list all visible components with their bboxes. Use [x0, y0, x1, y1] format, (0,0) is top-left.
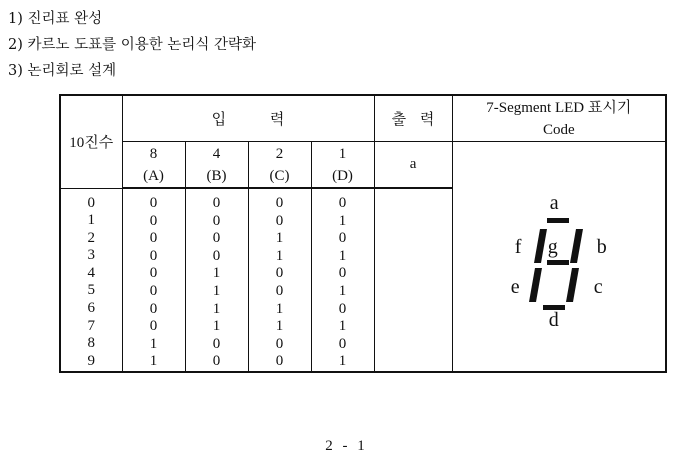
weight-2: 2 [275, 145, 284, 162]
cell: 0 [275, 212, 284, 229]
cell: 0 [338, 230, 347, 247]
cell: 0 [275, 265, 284, 282]
var-d: (D) [332, 167, 353, 184]
input-a-header [122, 142, 185, 189]
cell: 0 [275, 353, 284, 370]
cell: 1 [275, 247, 284, 264]
input-d-header [311, 142, 374, 189]
cell: 1 [275, 230, 284, 247]
cell: 1 [212, 265, 221, 282]
input-d-column [311, 188, 374, 372]
segment-b [570, 229, 583, 263]
cell: 0 [149, 282, 158, 299]
cell: 0 [275, 282, 284, 299]
input-header: 입 력 [122, 95, 374, 142]
cell: 1 [149, 335, 158, 352]
cell: 1 [338, 212, 347, 229]
cell: 5 [87, 282, 95, 299]
cell: 6 [87, 300, 95, 317]
cell: 0 [149, 212, 158, 229]
segment-e [529, 268, 542, 302]
cell: 0 [275, 195, 284, 211]
seven-segment-diagram [459, 176, 659, 336]
cell: 0 [149, 195, 158, 211]
display-header [452, 95, 666, 142]
cell: 0 [212, 247, 221, 264]
cell: 0 [149, 300, 158, 317]
cell: 0 [212, 212, 221, 229]
cell: 0 [338, 265, 347, 282]
cell: 7 [87, 317, 95, 334]
weight-4: 4 [212, 145, 221, 162]
truth-table [59, 94, 667, 373]
output-header: 출 력 [374, 95, 452, 142]
display-header-title: 7-Segment LED 표시기 [486, 99, 632, 116]
segment-label-g: g [547, 236, 558, 259]
output-a-header: a [374, 142, 452, 189]
step-3: 3) 논리회로 설계 [8, 63, 117, 79]
cell: 4 [87, 264, 95, 281]
cell: 0 [212, 230, 221, 247]
var-a: (A) [143, 167, 164, 184]
cell: 1 [338, 353, 347, 370]
cell: 0 [149, 247, 158, 264]
cell: 0 [338, 335, 347, 352]
cell: 1 [338, 247, 347, 264]
input-c-header [248, 142, 311, 189]
cell: 0 [149, 265, 158, 282]
segment-g [547, 260, 569, 265]
cell: 1 [212, 300, 221, 317]
cell: 0 [275, 335, 284, 352]
segment-display-cell [452, 142, 666, 372]
display-header-code: Code [542, 121, 575, 138]
var-b: (B) [206, 167, 227, 184]
cell: 0 [149, 230, 158, 247]
output-a-column [374, 188, 452, 372]
cell: 1 [275, 300, 284, 317]
cell: 0 [212, 195, 221, 211]
step-2: 2) 카르노 도표를 이용한 논리식 간략화 [8, 37, 257, 53]
cell: 1 [212, 282, 221, 299]
cell: 1 [149, 353, 158, 370]
cell: 0 [149, 318, 158, 335]
input-b-header [185, 142, 248, 189]
decimal-header: 10진수 [60, 95, 122, 188]
weight-8: 8 [149, 145, 158, 162]
input-c-column [248, 188, 311, 372]
cell: 9 [87, 352, 95, 369]
cell: 3 [87, 247, 95, 264]
input-b-column [185, 188, 248, 372]
segment-label-d: d [548, 309, 559, 332]
page-number: 2 - 1 [325, 438, 368, 454]
cell: 2 [87, 229, 95, 246]
segment-a [547, 218, 569, 223]
weight-1: 1 [338, 145, 347, 162]
step-1: 1) 진리표 완성 [8, 11, 103, 27]
cell: 1 [275, 318, 284, 335]
cell: 1 [87, 212, 95, 229]
cell: 1 [338, 282, 347, 299]
cell: 0 [212, 353, 221, 370]
cell: 0 [87, 194, 95, 211]
cell: 1 [212, 318, 221, 335]
segment-label-c: c [593, 276, 603, 299]
cell: 0 [212, 335, 221, 352]
cell: 0 [338, 195, 347, 211]
cell: 0 [338, 300, 347, 317]
instruction-steps [8, 6, 256, 84]
var-c: (C) [269, 167, 290, 184]
decimal-column [60, 188, 122, 372]
cell: 8 [87, 335, 95, 352]
segment-label-b: b [596, 236, 607, 259]
segment-label-e: e [510, 276, 520, 299]
cell: 1 [338, 318, 347, 335]
segment-label-a: a [549, 192, 559, 215]
input-a-column [122, 188, 185, 372]
segment-f [534, 229, 547, 263]
segment-label-f: f [514, 236, 522, 259]
segment-c [566, 268, 579, 302]
